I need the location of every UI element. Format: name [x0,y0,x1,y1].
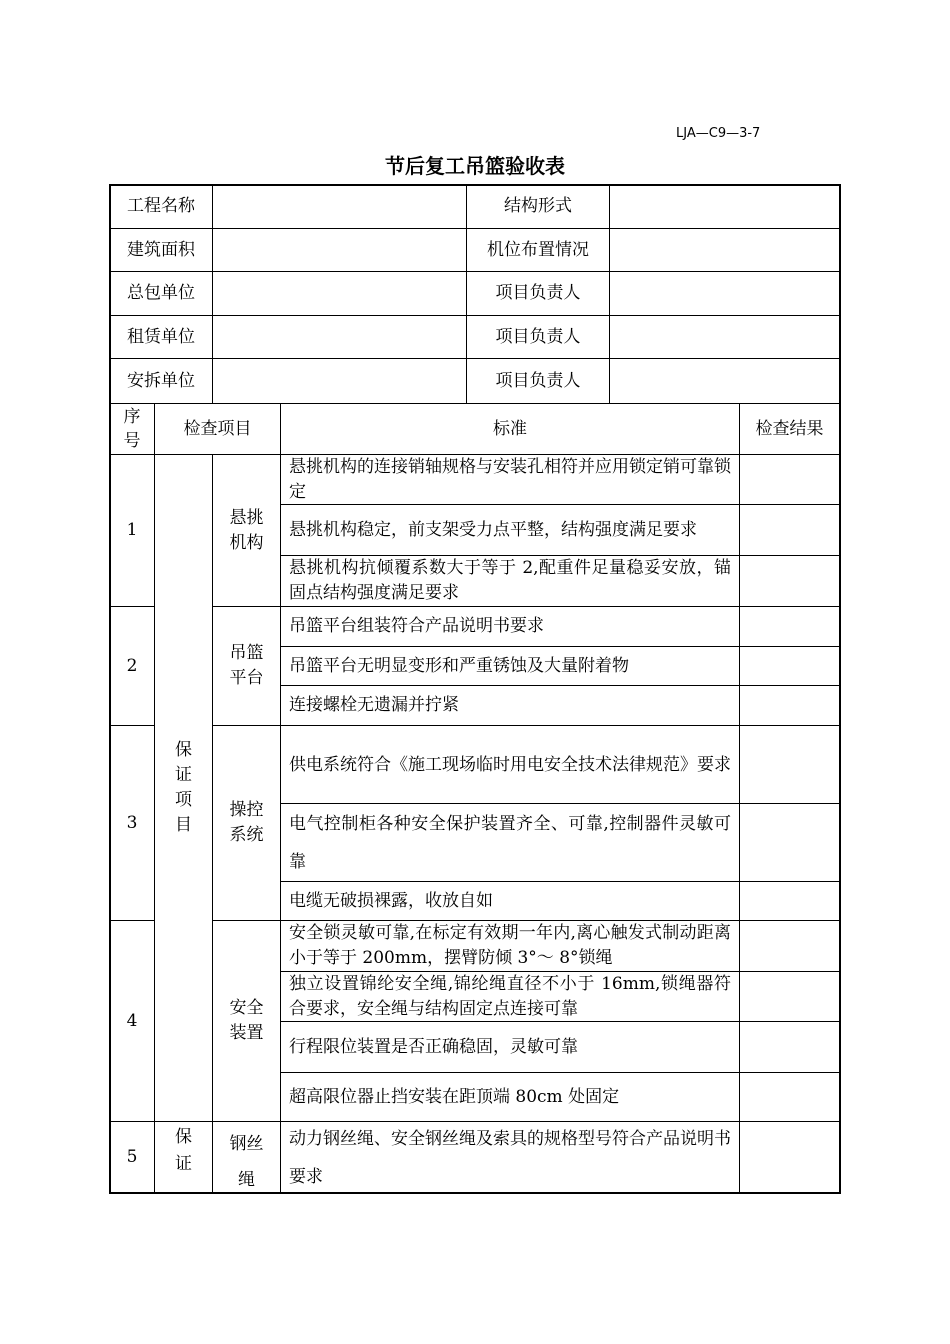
check-result-field[interactable] [740,647,840,686]
standard-text: 供电系统符合《施工现场临时用电安全技术法律规范》要求 [281,726,740,804]
info-label: 租赁单位 [110,316,213,359]
standard-text: 悬挑机构的连接销轴规格与安装孔相符并应用锁定销可靠锁定 [281,455,740,505]
check-result-field[interactable] [740,455,840,505]
info-value-field[interactable] [213,185,467,229]
standard-text: 安全锁灵敏可靠,在标定有效期一年内,离心触发式制动距离小于等于 200mm，摆臂防倾 3°～ 8°锁绳 [281,921,740,972]
check-item-name: 吊篮平台 [213,607,281,726]
info-value-field[interactable] [213,272,467,316]
info-right-value-field[interactable] [610,229,840,272]
header-standard: 标准 [281,404,740,455]
check-result-field[interactable] [740,1022,840,1073]
standard-text: 行程限位装置是否正确稳固，灵敏可靠 [281,1022,740,1073]
check-result-field[interactable] [740,686,840,726]
check-result-field[interactable] [740,1073,840,1122]
standard-text: 悬挑机构抗倾覆系数大于等于 2,配重件足量稳妥安放，锚固点结构强度满足要求 [281,556,740,607]
check-result-field[interactable] [740,1122,840,1194]
check-result-field[interactable] [740,882,840,921]
header-seq: 序号 [110,404,155,455]
info-right-value-field[interactable] [610,359,840,404]
info-right-value-field[interactable] [610,316,840,359]
page-title: 节后复工吊篮验收表 [385,154,565,178]
standard-text: 连接螺栓无遗漏并拧紧 [281,686,740,726]
info-label: 工程名称 [110,185,213,229]
check-result-field[interactable] [740,505,840,556]
row-seq-number: 4 [110,921,155,1122]
info-label: 总包单位 [110,272,213,316]
info-right-value-field[interactable] [610,185,840,229]
header-result: 检查结果 [740,404,840,455]
check-result-field[interactable] [740,972,840,1022]
info-label: 安拆单位 [110,359,213,404]
info-right-value-field[interactable] [610,272,840,316]
check-result-field[interactable] [740,921,840,972]
info-value-field[interactable] [213,316,467,359]
standard-text: 超高限位器止挡安装在距顶端 80cm 处固定 [281,1073,740,1122]
row-seq-number: 5 [110,1122,155,1194]
row-seq-number: 2 [110,607,155,726]
info-right-label: 结构形式 [467,185,610,229]
standard-text: 吊篮平台无明显变形和严重锈蚀及大量附着物 [281,647,740,686]
document-code: LJA—C9—3-7 [676,126,761,141]
check-result-field[interactable] [740,556,840,607]
standard-text: 动力钢丝绳、安全钢丝绳及索具的规格型号符合产品说明书要求 [281,1122,740,1194]
info-right-label: 项目负责人 [467,316,610,359]
standard-text: 电气控制柜各种安全保护装置齐全、可靠,控制器件灵敏可靠 [281,804,740,882]
category-guarantee: 保证项目 [155,455,213,1122]
info-right-label: 项目负责人 [467,359,610,404]
standard-text: 独立设置锦纶安全绳,锦纶绳直径不小于 16mm,锁绳器符合要求，安全绳与结构固定点连接可靠 [281,972,740,1022]
standard-text: 电缆无破损裸露，收放自如 [281,882,740,921]
check-result-field[interactable] [740,726,840,804]
standard-text: 悬挑机构稳定，前支架受力点平整，结构强度满足要求 [281,505,740,556]
check-item-name: 操控系统 [213,726,281,921]
row-seq-number: 3 [110,726,155,921]
header-item: 检查项目 [155,404,281,455]
check-result-field[interactable] [740,607,840,647]
standard-text: 吊篮平台组装符合产品说明书要求 [281,607,740,647]
check-result-field[interactable] [740,804,840,882]
info-value-field[interactable] [213,229,467,272]
row-seq-number: 1 [110,455,155,607]
info-right-label: 机位布置情况 [467,229,610,272]
check-item-name: 悬挑机构 [213,455,281,607]
info-label: 建筑面积 [110,229,213,272]
check-item-name: 钢丝绳 [213,1122,281,1194]
category-guarantee-continued: 保证 [155,1122,213,1194]
info-right-label: 项目负责人 [467,272,610,316]
info-value-field[interactable] [213,359,467,404]
check-item-name: 安全装置 [213,921,281,1122]
